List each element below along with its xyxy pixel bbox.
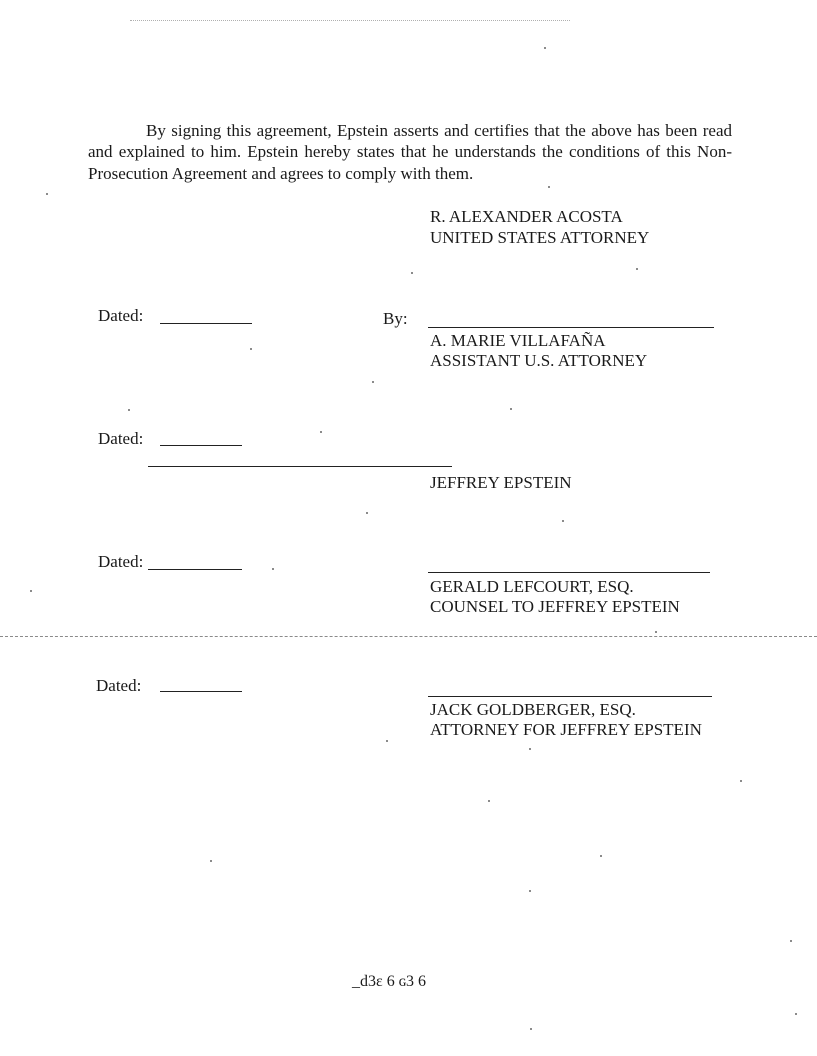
dated-label: Dated: bbox=[96, 676, 142, 695]
certification-text: By signing this agreement, Epstein asserts and certifies that the above has been read and explained to him. Epstein hereby states that he understands the conditions of this Non-Prosecution Agreement and agrees to comply with them. bbox=[88, 121, 732, 183]
signature-line[interactable] bbox=[148, 466, 452, 467]
signatory-title: UNITED STATES ATTORNEY bbox=[430, 228, 650, 247]
signature-line[interactable] bbox=[428, 696, 712, 697]
date-line[interactable] bbox=[160, 691, 242, 692]
dated-label: Dated: bbox=[98, 552, 144, 571]
dated-label: Dated: bbox=[98, 429, 144, 448]
signer-name: GERALD LEFCOURT, ESQ. bbox=[430, 577, 634, 596]
date-line[interactable] bbox=[160, 323, 252, 324]
scan-artifact-top bbox=[130, 20, 570, 21]
signature-line[interactable] bbox=[428, 572, 710, 573]
signatory-name: R. ALEXANDER ACOSTA bbox=[430, 207, 623, 226]
signer-name: JACK GOLDBERGER, ESQ. bbox=[430, 700, 636, 719]
signer-name: JEFFREY EPSTEIN bbox=[430, 473, 572, 492]
scan-crease bbox=[0, 636, 817, 637]
signer-title: ASSISTANT U.S. ATTORNEY bbox=[430, 351, 648, 370]
signer-title: COUNSEL TO JEFFREY EPSTEIN bbox=[430, 597, 680, 616]
signer-title: ATTORNEY FOR JEFFREY EPSTEIN bbox=[430, 720, 702, 739]
page-number-mark: _d3ɛ 6 ɢ3 6 bbox=[352, 973, 426, 990]
signer-name: A. MARIE VILLAFAÑA bbox=[430, 331, 606, 350]
date-line[interactable] bbox=[148, 569, 242, 570]
date-line[interactable] bbox=[160, 445, 242, 446]
signature-line[interactable] bbox=[428, 327, 714, 328]
by-label: By: bbox=[383, 309, 408, 328]
dated-label: Dated: bbox=[98, 306, 144, 325]
certification-paragraph bbox=[88, 120, 732, 184]
